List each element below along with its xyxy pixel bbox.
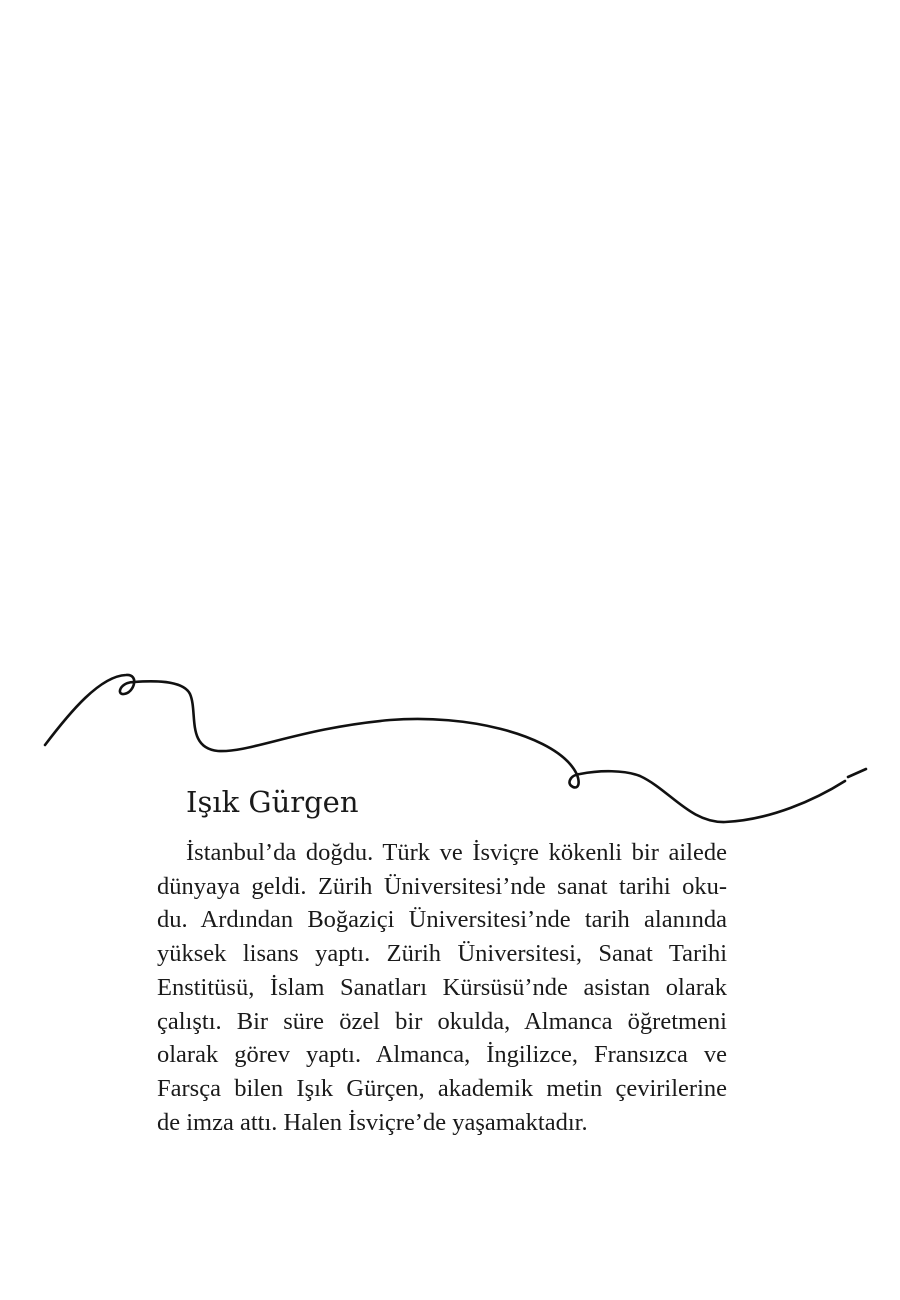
curve-end-stroke — [848, 769, 866, 777]
bio-line: de imza attı. Halen İsviçre’de yaşamaktadır. — [157, 1108, 588, 1136]
author-biography — [157, 836, 727, 1139]
bio-line: yüksek lisans yaptı. Zürih Üniversitesi, Sanat Tarihi — [157, 940, 727, 968]
bio-line: olarak görev yaptı. Almanca, İngilizce, Fransızca ve — [157, 1041, 727, 1069]
curve-path — [45, 675, 845, 822]
bio-line: İstanbul’da doğdu. Türk ve İsviçre kökenli bir ailede — [186, 839, 727, 866]
bio-line: çalıştı. Bir süre özel bir okulda, Almanca öğretmeni — [157, 1007, 727, 1035]
bio-line: Farsça bilen Işık Gürçen, akademik metin çevirilerine — [157, 1074, 727, 1102]
bio-line: du. Ardından Boğaziçi Üniversitesi’nde tarih alanında — [157, 906, 727, 934]
author-name: Işık Gürgen — [186, 785, 359, 819]
bio-line: Enstitüsü, İslam Sanatları Kürsüsü’nde asistan olarak — [157, 973, 727, 1001]
bio-line: dünyaya geldi. Zürih Üniversitesi’nde sanat tarihi oku- — [157, 872, 727, 900]
